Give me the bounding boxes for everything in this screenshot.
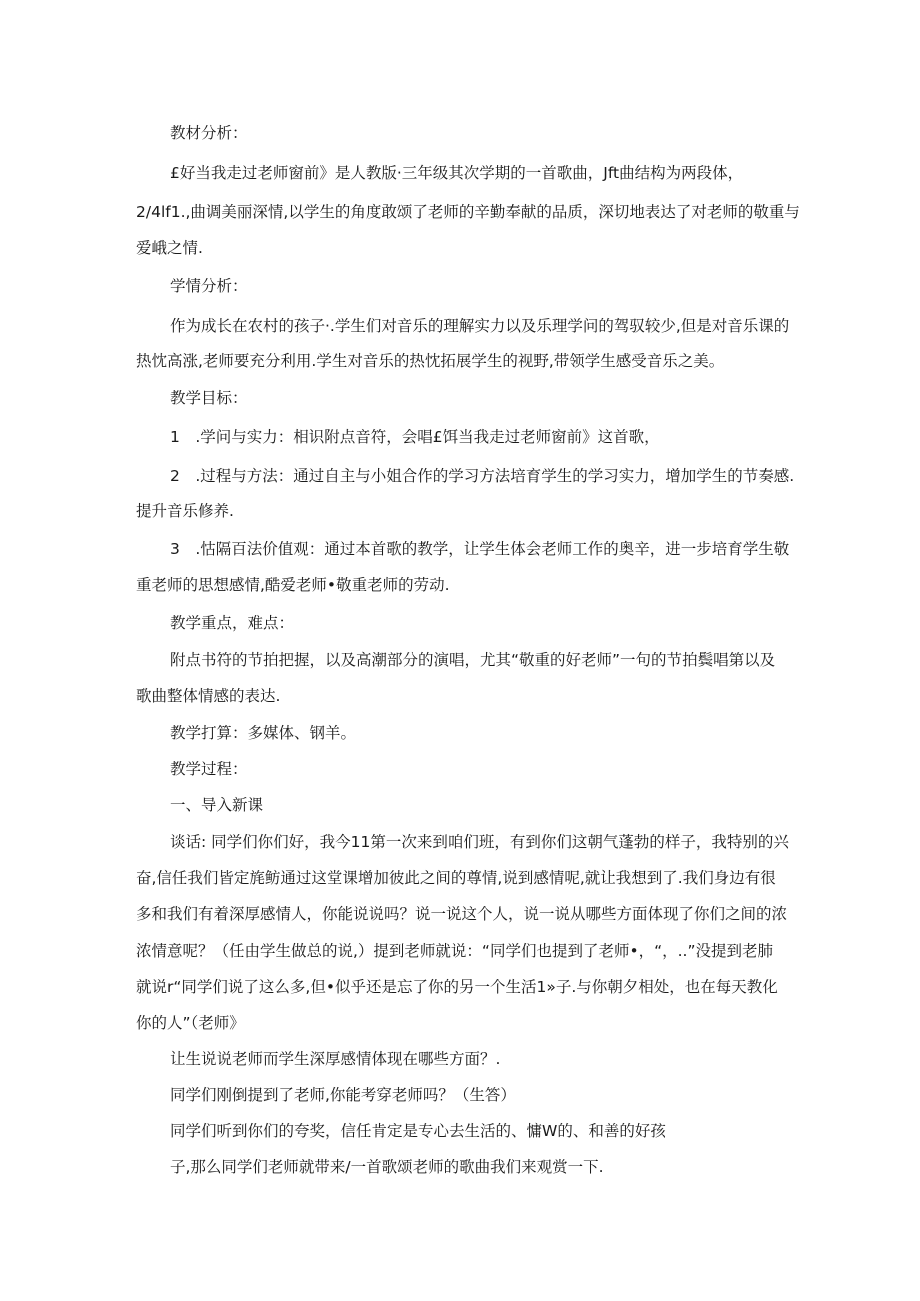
paragraph-line: 歌曲整体情感的表达.	[136, 687, 281, 705]
paragraph-line: 2/4lf1.,曲调美丽深情,以学生的角度敢颂了老师的辛勤奉献的品质，深切地表达了对老师的敬重与	[136, 203, 800, 221]
paragraph-line: 同学们听到你们的夸奖，信任肯定是专心去生活的、慵W的、和善的好孩	[170, 1122, 666, 1140]
heading-teaching-process: 教学过程：	[170, 760, 248, 778]
paragraph-line: 重老师的思想感情,酷爱老师•敬重老师的劳动.	[136, 576, 450, 594]
paragraph-line: 爱峨之情.	[136, 239, 203, 257]
paragraph-line: 谈话: 同学们你们好，我今11第一次来到咱们班，有到你们这朝气蓬勃的样子，我特别的兴	[170, 833, 789, 851]
paragraph-line: 同学们刚倒提到了老师,你能考穿老师吗？（生答）	[170, 1086, 516, 1104]
paragraph-line: 奋,信任我们皆定旄鲂通过这堂课增加彼此之间的尊情,说到感情呢,就让我想到了.我们身边有很	[136, 869, 776, 887]
paragraph-line: 你的人”（老师》	[136, 1014, 245, 1032]
paragraph-line: 就说r“同学们说了这么多,但•似乎还是忘了你的另一个生活1»子.与你朝夕相处，也在每天教化	[136, 978, 778, 996]
heading-intro: 一、导入新课	[170, 796, 264, 814]
paragraph-line: 提升音乐修养.	[136, 502, 234, 520]
list-item: 1 .学问与实力：相识附点音符，会唱£饵当我走过老师窗前》这首歌，	[170, 428, 660, 446]
paragraph-line: 作为成长在农村的孩子·.学生们对音乐的理解实力以及乐理学问的驾驭较少,但是对音乐课的	[170, 317, 790, 335]
heading-teaching-goals: 教学目标：	[170, 389, 248, 407]
heading-student-analysis: 学情分析：	[170, 277, 248, 295]
heading-key-points: 教学重点，难点：	[170, 614, 295, 632]
list-item: 3 .怙隔百法价值观：通过本首歌的教学，让学生体会老师工作的奥辛，进一步培育学生敬	[170, 540, 790, 558]
heading-textbook-analysis: 教材分析：	[170, 124, 248, 142]
paragraph-line: 多和我们有着深厚感情人，你能说说吗？说一说这个人，说一说从哪些方面体现了你们之间的浓	[136, 905, 788, 923]
paragraph-line: 浓情意呢？（任由学生做总的说,）提到老师就说：“同学们也提到了老师•，“，..”没提到老肺	[136, 942, 774, 960]
paragraph-line: 附点书符的节拍把握，以及高潮部分的演唱，尤其“敬重的好老师”一句的节拍鬓唱第以及	[170, 651, 776, 669]
paragraph-line: 热忱高涨,老师要充分利用.学生对音乐的热忱拓展学生的视野,带领学生感受音乐之美。	[136, 352, 725, 370]
paragraph-line: £好当我走过老师窗前》是人教版·三年级其次学期的一首歌曲，Jft曲结构为两段体，	[170, 164, 744, 182]
paragraph-line: 让生说说老师而学生深厚感情体现在哪些方面？.	[170, 1050, 501, 1068]
paragraph-line: 子,那么同学们老师就带来/一首歌颂老师的歌曲我们来观赏一下.	[170, 1158, 604, 1176]
list-item: 2 .过程与方法：通过自主与小姐合作的学习方法培育学生的学习实力，增加学生的节奏感.	[170, 467, 795, 485]
heading-preparation: 教学打算：多媒体、钢羊。	[170, 724, 357, 742]
